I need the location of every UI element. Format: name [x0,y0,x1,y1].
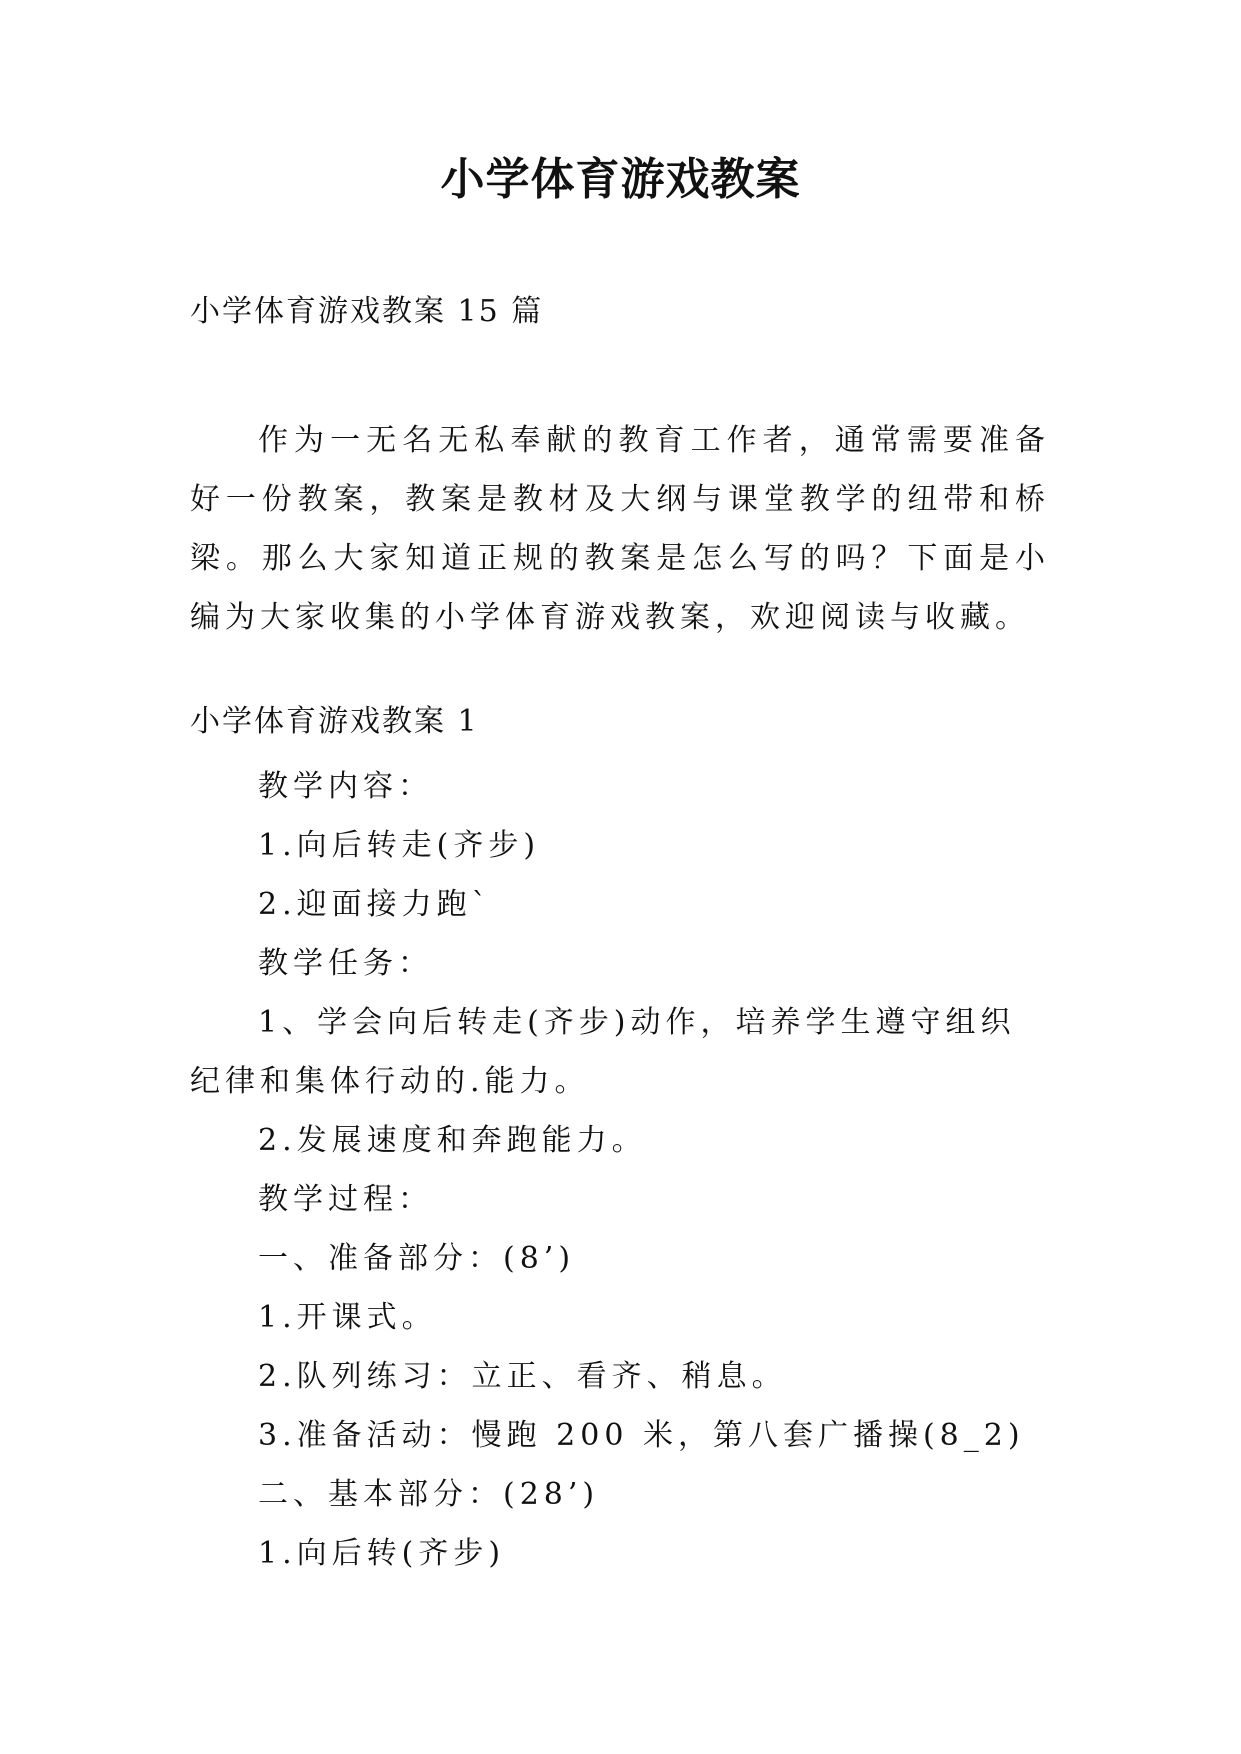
body-line-item: 2.队列练习：立正、看齐、稍息。 [258,1359,787,1394]
document-title: 小学体育游戏教案 [440,154,801,205]
body-line-item: 2.迎面接力跑` [258,887,492,922]
document-subtitle: 小学体育游戏教案 15 篇 [190,294,544,329]
body-line-task-label: 教学任务： [258,946,433,981]
body-line-content-label: 教学内容： [258,769,433,804]
body-line-item: 1、学会向后转走(齐步)动作，培养学生遵守组织纪律和集体行动的.能力。 [190,1005,1016,1099]
section-heading: 小学体育游戏教案 1 [190,704,479,739]
body-line-part-heading: 一、准备部分：(8’) [258,1241,576,1276]
body-line-item: 2.发展速度和奔跑能力。 [258,1123,647,1158]
section-body [190,757,1050,1583]
body-line-process-label: 教学过程： [258,1182,433,1217]
intro-paragraph: 作为一无名无私奉献的教育工作者，通常需要准备好一份教案，教案是教材及大纲与课堂教学的纽带和桥梁。那么大家知道正规的教案是怎么写的吗？下面是小编为大家收集的小学体育游戏教案，欢迎阅读与收藏。 [190,423,1050,635]
body-line-item: 1.向后转走(齐步) [258,828,541,863]
body-line-item: 3.准备活动：慢跑 200 米，第八套广播操(8_2) [258,1418,1025,1453]
body-line-item: 1.开课式。 [258,1300,437,1335]
body-line-part-heading: 二、基本部分：(28’) [258,1477,600,1512]
body-line-item: 1.向后转(齐步) [258,1536,506,1571]
